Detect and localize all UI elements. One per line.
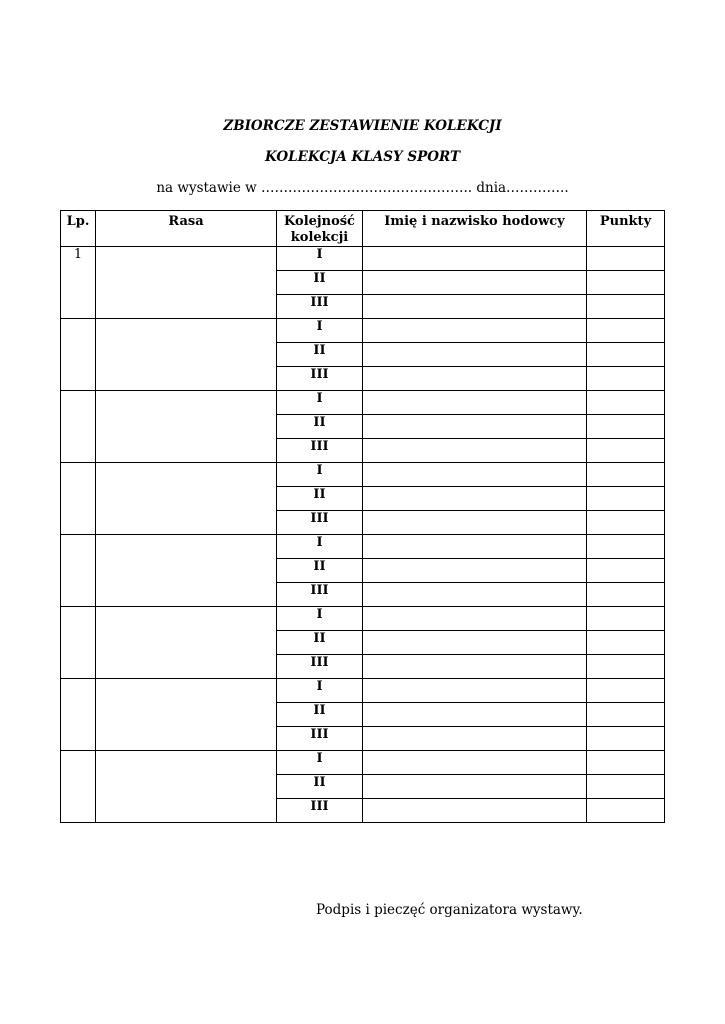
cell-hodowca[interactable]	[363, 751, 587, 775]
cell-hodowca[interactable]	[363, 463, 587, 487]
header-kolejnosc	[277, 211, 363, 247]
cell-punkty[interactable]	[587, 271, 665, 295]
cell-lp[interactable]	[61, 319, 96, 391]
table-row	[61, 607, 665, 631]
cell-kolejnosc: I	[277, 391, 363, 415]
cell-kolejnosc: II	[277, 343, 363, 367]
cell-rasa[interactable]	[96, 463, 277, 535]
cell-kolejnosc: II	[277, 271, 363, 295]
cell-hodowca[interactable]	[363, 319, 587, 343]
cell-kolejnosc: III	[277, 583, 363, 607]
table-row	[61, 247, 665, 271]
header-kolejnosc-line1: Kolejność	[284, 214, 355, 229]
cell-hodowca[interactable]	[363, 679, 587, 703]
cell-rasa[interactable]	[96, 319, 277, 391]
header-lp: Lp.	[61, 211, 96, 247]
cell-punkty[interactable]	[587, 583, 665, 607]
table-row	[61, 535, 665, 559]
cell-kolejnosc: II	[277, 631, 363, 655]
header-punkty: Punkty	[587, 211, 665, 247]
cell-kolejnosc: II	[277, 775, 363, 799]
cell-lp[interactable]	[61, 679, 96, 751]
table-row	[61, 463, 665, 487]
cell-hodowca[interactable]	[363, 367, 587, 391]
cell-punkty[interactable]	[587, 247, 665, 271]
cell-punkty[interactable]	[587, 463, 665, 487]
cell-kolejnosc: III	[277, 367, 363, 391]
collection-table	[60, 210, 665, 823]
cell-kolejnosc: I	[277, 535, 363, 559]
cell-hodowca[interactable]	[363, 559, 587, 583]
cell-hodowca[interactable]	[363, 775, 587, 799]
cell-kolejnosc: I	[277, 463, 363, 487]
table-row	[61, 391, 665, 415]
table-body	[61, 247, 665, 823]
cell-hodowca[interactable]	[363, 655, 587, 679]
cell-punkty[interactable]	[587, 799, 665, 823]
cell-hodowca[interactable]	[363, 415, 587, 439]
document-title: ZBIORCZE ZESTAWIENIE KOLEKCJI	[223, 118, 502, 134]
cell-hodowca[interactable]	[363, 583, 587, 607]
cell-punkty[interactable]	[587, 775, 665, 799]
cell-punkty[interactable]	[587, 367, 665, 391]
cell-hodowca[interactable]	[363, 439, 587, 463]
cell-kolejnosc: III	[277, 439, 363, 463]
document-subtitle: KOLEKCJA KLASY SPORT	[264, 149, 461, 165]
cell-rasa[interactable]	[96, 535, 277, 607]
cell-kolejnosc: III	[277, 295, 363, 319]
cell-rasa[interactable]	[96, 247, 277, 319]
cell-kolejnosc: I	[277, 247, 363, 271]
cell-rasa[interactable]	[96, 679, 277, 751]
cell-kolejnosc: I	[277, 679, 363, 703]
cell-hodowca[interactable]	[363, 271, 587, 295]
cell-hodowca[interactable]	[363, 247, 587, 271]
cell-hodowca[interactable]	[363, 511, 587, 535]
cell-hodowca[interactable]	[363, 799, 587, 823]
cell-lp[interactable]	[61, 607, 96, 679]
cell-punkty[interactable]	[587, 391, 665, 415]
cell-kolejnosc: I	[277, 607, 363, 631]
cell-punkty[interactable]	[587, 295, 665, 319]
cell-kolejnosc: III	[277, 727, 363, 751]
cell-hodowca[interactable]	[363, 343, 587, 367]
cell-punkty[interactable]	[587, 415, 665, 439]
cell-kolejnosc: I	[277, 319, 363, 343]
cell-hodowca[interactable]	[363, 487, 587, 511]
cell-punkty[interactable]	[587, 439, 665, 463]
cell-punkty[interactable]	[587, 679, 665, 703]
cell-kolejnosc: III	[277, 799, 363, 823]
cell-punkty[interactable]	[587, 535, 665, 559]
cell-punkty[interactable]	[587, 319, 665, 343]
cell-lp[interactable]	[61, 463, 96, 535]
cell-kolejnosc: II	[277, 415, 363, 439]
cell-kolejnosc: III	[277, 655, 363, 679]
cell-hodowca[interactable]	[363, 631, 587, 655]
cell-kolejnosc: II	[277, 487, 363, 511]
cell-punkty[interactable]	[587, 727, 665, 751]
cell-kolejnosc: III	[277, 511, 363, 535]
header-rasa: Rasa	[96, 211, 277, 247]
cell-punkty[interactable]	[587, 343, 665, 367]
cell-lp[interactable]: 1	[61, 247, 96, 319]
cell-rasa[interactable]	[96, 607, 277, 679]
cell-punkty[interactable]	[587, 655, 665, 679]
cell-hodowca[interactable]	[363, 703, 587, 727]
cell-hodowca[interactable]	[363, 535, 587, 559]
table-row	[61, 319, 665, 343]
cell-kolejnosc: II	[277, 559, 363, 583]
table-row	[61, 751, 665, 775]
cell-rasa[interactable]	[96, 391, 277, 463]
exhibition-line: na wystawie w ……………………………………….. dnia…………..	[156, 180, 569, 196]
cell-rasa[interactable]	[96, 751, 277, 823]
cell-lp[interactable]	[61, 535, 96, 607]
cell-hodowca[interactable]	[363, 727, 587, 751]
cell-lp[interactable]	[61, 751, 96, 823]
cell-punkty[interactable]	[587, 607, 665, 631]
cell-hodowca[interactable]	[363, 295, 587, 319]
cell-lp[interactable]	[61, 391, 96, 463]
cell-punkty[interactable]	[587, 559, 665, 583]
cell-kolejnosc: II	[277, 703, 363, 727]
cell-punkty[interactable]	[587, 631, 665, 655]
cell-hodowca[interactable]	[363, 391, 587, 415]
cell-punkty[interactable]	[587, 487, 665, 511]
table-header-row	[61, 211, 665, 247]
signature-line: Podpis i pieczęć organizatora wystawy.	[316, 902, 583, 918]
header-kolejnosc-line2: kolekcji	[290, 230, 349, 245]
cell-kolejnosc: I	[277, 751, 363, 775]
cell-punkty[interactable]	[587, 751, 665, 775]
cell-punkty[interactable]	[587, 703, 665, 727]
header-hodowca: Imię i nazwisko hodowcy	[363, 211, 587, 247]
table-row	[61, 679, 665, 703]
cell-hodowca[interactable]	[363, 607, 587, 631]
cell-punkty[interactable]	[587, 511, 665, 535]
